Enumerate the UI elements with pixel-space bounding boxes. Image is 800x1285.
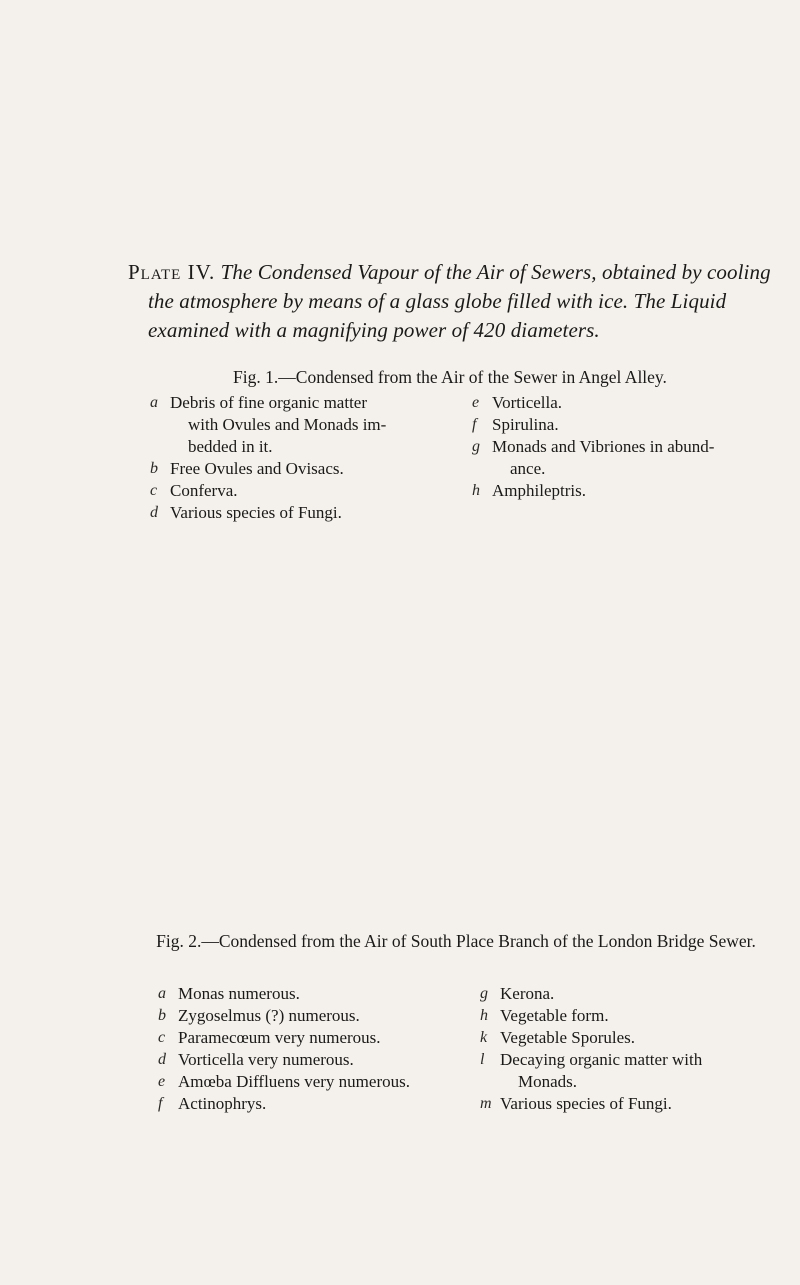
- legend-letter: e: [472, 394, 480, 411]
- legend-text: Vegetable form.: [500, 1006, 609, 1025]
- legend-letter: l: [480, 1051, 485, 1068]
- legend-text: Spirulina.: [492, 415, 559, 434]
- legend-text: Vorticella.: [492, 393, 563, 412]
- legend-letter: c: [150, 482, 158, 499]
- plate-heading: [128, 258, 798, 345]
- legend-text: Vegetable Sporules.: [500, 1028, 636, 1047]
- fig1-legend-left: [150, 392, 450, 524]
- legend-entry: [158, 1027, 468, 1049]
- legend-letter: g: [472, 438, 480, 455]
- legend-entry: [150, 502, 450, 524]
- legend-letter: h: [472, 482, 480, 499]
- legend-text: Free Ovules and Ovisacs.: [170, 459, 344, 478]
- legend-text: Decaying organic matter with: [500, 1050, 703, 1069]
- legend-text: Amœba Diffluens very numerous.: [178, 1072, 410, 1091]
- legend-entry: [480, 983, 780, 1005]
- legend-text: Zygoselmus (?) numerous.: [178, 1006, 360, 1025]
- legend-entry: [158, 1071, 468, 1093]
- legend-letter: f: [472, 416, 477, 433]
- legend-letter: b: [158, 1007, 166, 1024]
- legend-entry: [480, 1005, 780, 1027]
- legend-text-continuation: bedded in it.: [188, 437, 273, 456]
- legend-entry: [472, 392, 772, 414]
- legend-letter: m: [480, 1095, 492, 1112]
- legend-text-continuation: ance.: [510, 459, 546, 478]
- legend-text: Monads and Vibriones in abund-: [492, 437, 715, 456]
- legend-text: Various species of Fungi.: [500, 1094, 672, 1113]
- legend-letter: a: [158, 985, 166, 1002]
- legend-text: Debris of fine organic matter: [170, 393, 368, 412]
- legend-letter: c: [158, 1029, 166, 1046]
- fig2-caption: Fig. 2.—Condensed from the Air of South Place Branch of the London Bridge Sewer.: [156, 931, 756, 951]
- legend-letter: e: [158, 1073, 166, 1090]
- legend-text: Vorticella very numerous.: [178, 1050, 354, 1069]
- legend-letter: f: [158, 1095, 163, 1112]
- plate-title: The Condensed Vapour of the Air of Sewers, obtained by cooling the atmosphere by means of a glass globe filled with ice. The Liquid examined with a magnifying power of 420 diameters.: [148, 260, 771, 342]
- legend-text: Various species of Fungi.: [170, 503, 342, 522]
- legend-entry: [472, 480, 772, 502]
- legend-entry: [480, 1027, 780, 1049]
- legend-text: Monas numerous.: [178, 984, 300, 1003]
- legend-text-continuation: with Ovules and Monads im-: [188, 415, 387, 434]
- legend-letter: d: [150, 504, 158, 521]
- legend-entry: [158, 1005, 468, 1027]
- legend-entry: [472, 436, 772, 480]
- legend-entry: [480, 1049, 780, 1093]
- legend-text: Amphileptris.: [492, 481, 586, 500]
- legend-text: Kerona.: [500, 984, 555, 1003]
- legend-letter: a: [150, 394, 158, 411]
- legend-entry: [480, 1093, 780, 1115]
- legend-text: Conferva.: [170, 481, 238, 500]
- legend-entry: [158, 1049, 468, 1071]
- legend-entry: [158, 983, 468, 1005]
- legend-entry: [158, 1093, 468, 1115]
- fig2-legend-right: [480, 983, 780, 1115]
- legend-entry: [150, 392, 450, 458]
- legend-entry: [150, 458, 450, 480]
- plate-label: Plate IV.: [128, 260, 216, 284]
- fig1-caption: Fig. 1.—Condensed from the Air of the Sewer in Angel Alley.: [233, 367, 667, 387]
- legend-entry: [472, 414, 772, 436]
- fig2-legend-left: [158, 983, 468, 1115]
- legend-letter: b: [150, 460, 158, 477]
- legend-text: Paramecœum very numerous.: [178, 1028, 381, 1047]
- legend-letter: g: [480, 985, 488, 1002]
- fig1-legend-right: [472, 392, 772, 502]
- legend-entry: [150, 480, 450, 502]
- legend-letter: d: [158, 1051, 166, 1068]
- legend-text-continuation: Monads.: [518, 1072, 578, 1091]
- legend-letter: h: [480, 1007, 488, 1024]
- legend-text: Actinophrys.: [178, 1094, 267, 1113]
- legend-letter: k: [480, 1029, 488, 1046]
